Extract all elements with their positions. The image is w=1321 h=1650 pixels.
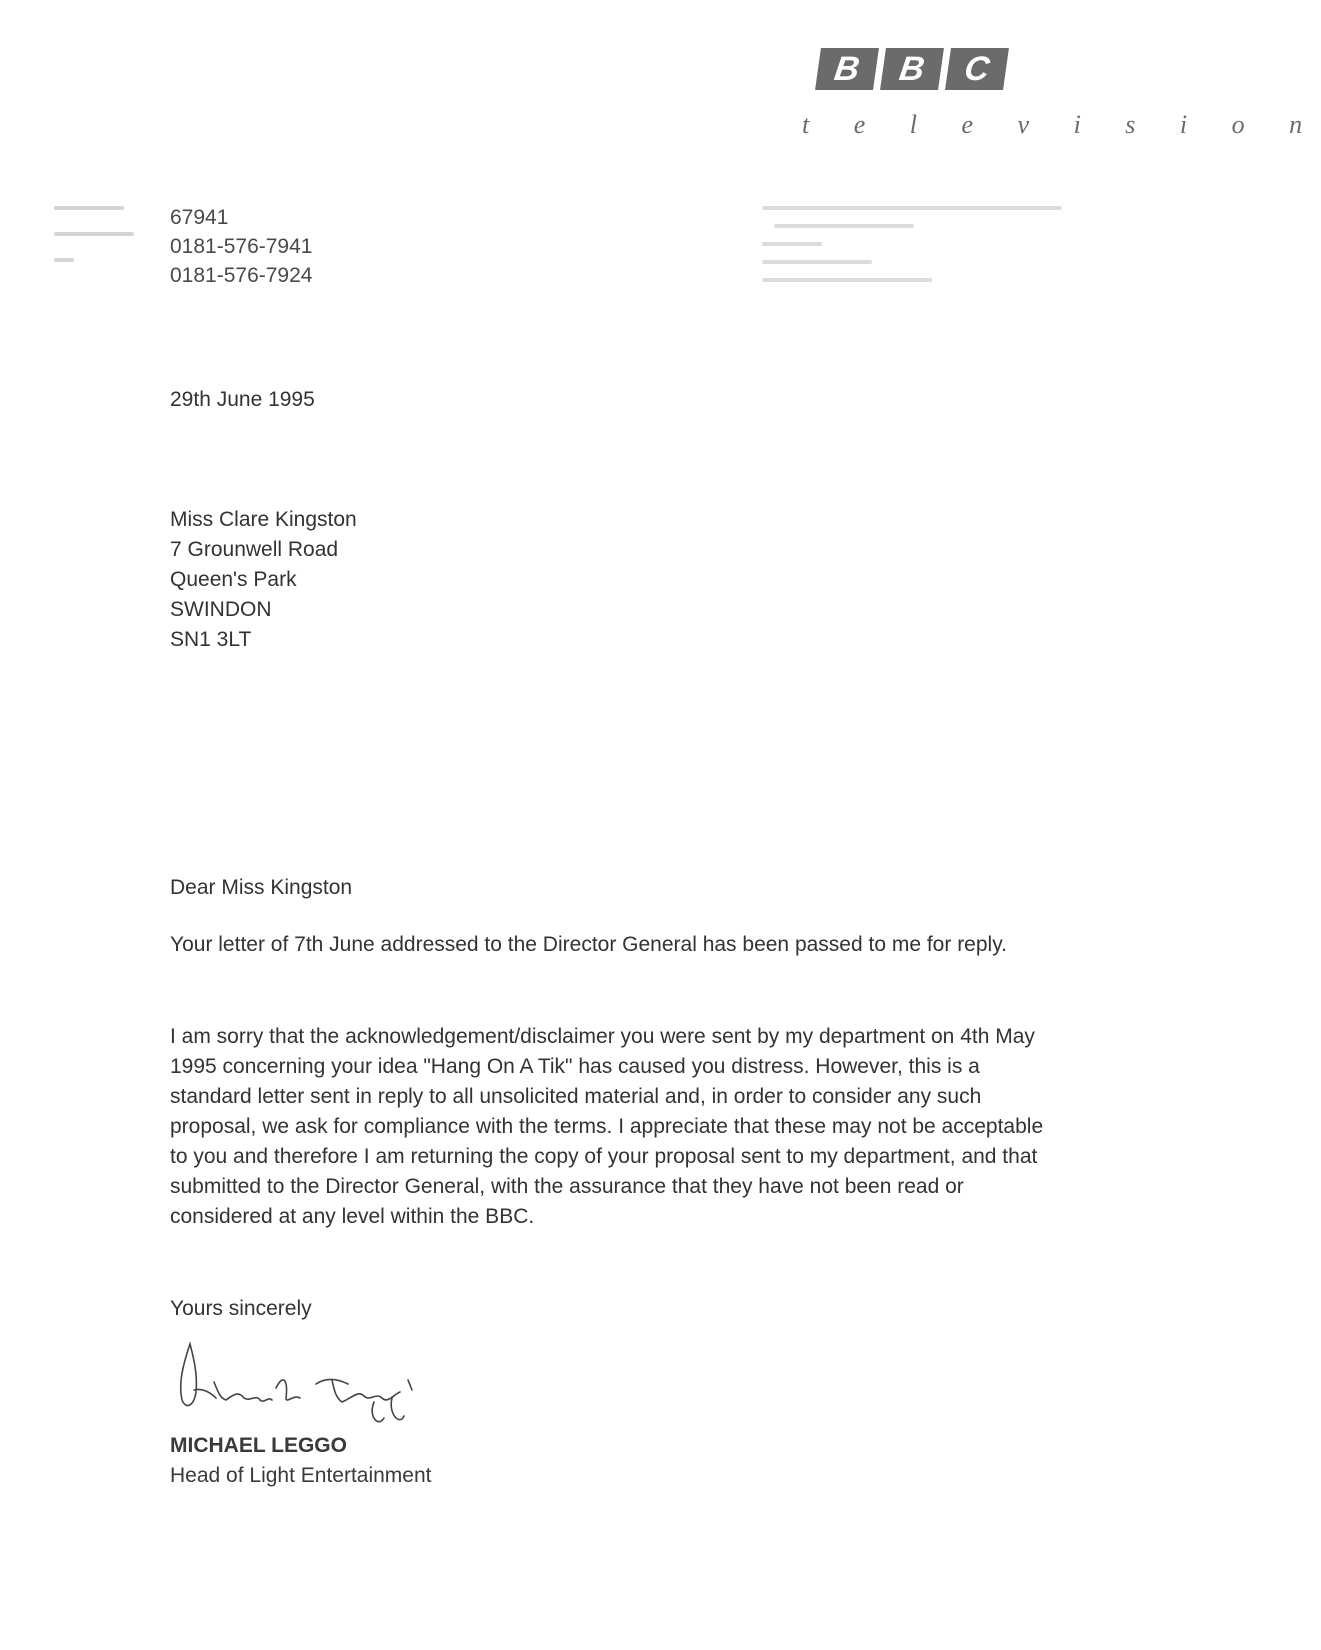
bbc-logo <box>802 48 1321 139</box>
closing: Yours sincerely <box>170 1297 312 1320</box>
recipient-line: SN1 3LT <box>170 628 252 651</box>
signatory-name: MICHAEL LEGGO <box>170 1434 347 1457</box>
body-paragraph-1: Your letter of 7th June addressed to the Director General has been passed to me for reply. <box>170 933 1007 956</box>
body-paragraph-2: I am sorry that the acknowledgement/disclaimer you were sent by my department on 4th May 1995 concerning your idea "Hang On A Tik" has caused you distress. However, this is a standard letter sent in reply to all unsolicited material and, in order to consider any such proposal, we ask for compliance with the terms. I appreciate that these may not be acceptable to you and therefore I am returning the copy of your proposal sent to my department, and that submitted to the Director General, with the assurance that they have not been read or considered at any level within the BBC. <box>170 1025 1044 1228</box>
salutation: Dear Miss Kingston <box>170 876 353 899</box>
address-line <box>762 206 1062 210</box>
reference-values <box>170 203 312 290</box>
logo-letter-b1: B <box>815 48 879 90</box>
logo-letter-b2: B <box>880 48 944 90</box>
reference-label-fax <box>54 258 74 262</box>
reference-label-telephone <box>54 232 134 236</box>
logo-subtitle: t e l e v i s i o n <box>802 110 1321 139</box>
recipient-line: SWINDON <box>170 598 272 621</box>
logo-letter-c: C <box>945 48 1009 90</box>
extension-number: 67941 <box>170 206 229 229</box>
letter-date: 29th June 1995 <box>170 388 315 411</box>
sender-address-block <box>762 206 1082 296</box>
address-line <box>762 278 932 282</box>
recipient-line: 7 Grounwell Road <box>170 538 339 561</box>
recipient-address <box>170 505 357 655</box>
address-line <box>762 242 822 246</box>
address-line <box>762 260 872 264</box>
reference-labels <box>54 206 144 284</box>
recipient-line: Miss Clare Kingston <box>170 508 357 531</box>
recipient-line: Queen's Park <box>170 568 297 591</box>
telephone-number: 0181-576-7941 <box>170 235 313 258</box>
address-line <box>774 224 914 228</box>
signatory-title: Head of Light Entertainment <box>170 1464 432 1487</box>
reference-label-extension <box>54 206 124 210</box>
fax-number: 0181-576-7924 <box>170 264 313 287</box>
handwritten-signature <box>168 1332 428 1442</box>
